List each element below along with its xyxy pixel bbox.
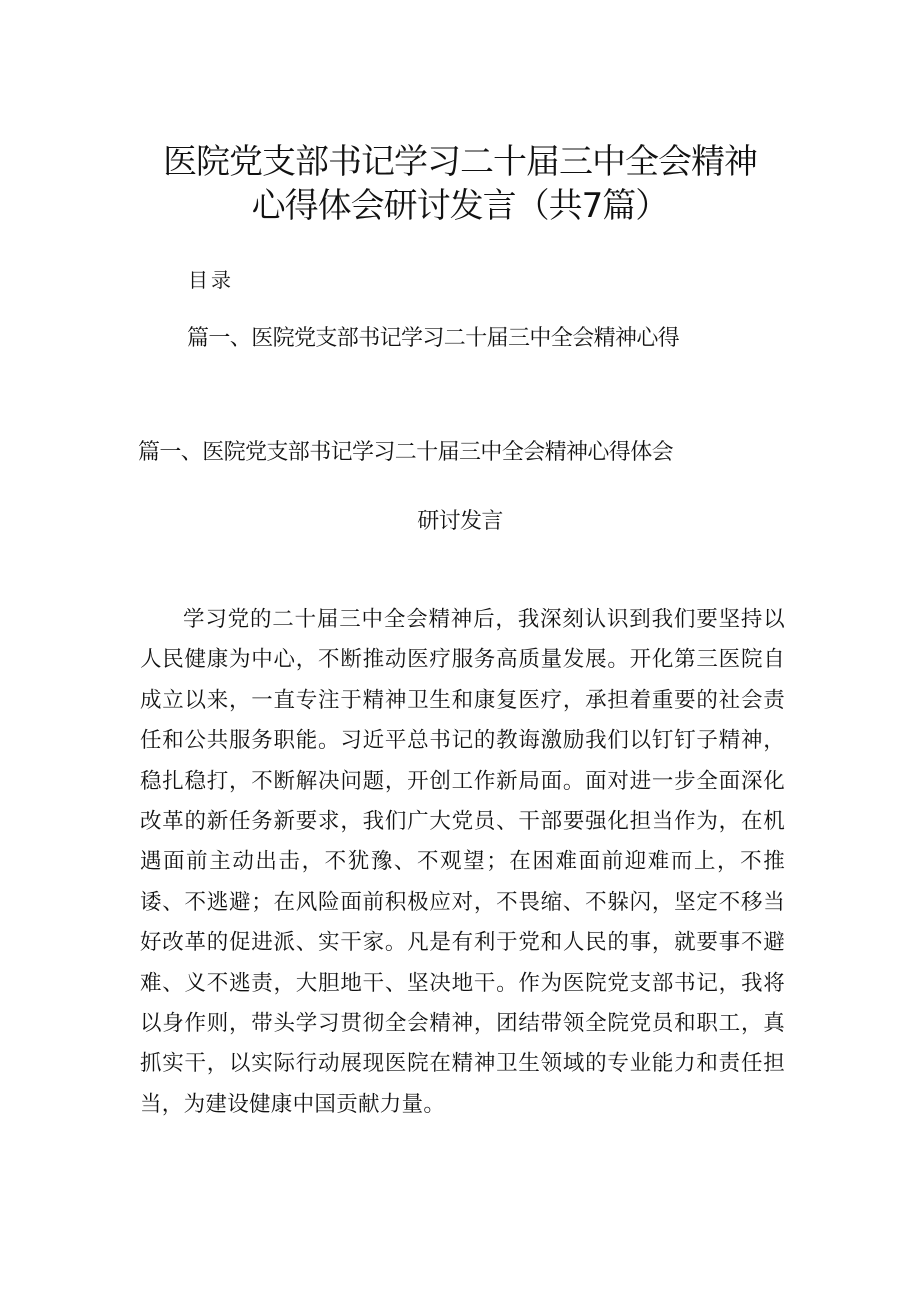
toc-label: 目录 bbox=[188, 268, 234, 292]
section-heading-line-1: 篇一、医院党支部书记学习二十届三中全会精神心得体会 bbox=[138, 440, 674, 465]
document-title-line-2: 心得体会研讨发言（共7篇） bbox=[251, 186, 669, 226]
document-title-line-1: 医院党支部书记学习二十届三中全会精神 bbox=[163, 142, 757, 182]
toc-item[interactable]: 篇一、医院党支部书记学习二十届三中全会精神心得 bbox=[187, 326, 680, 351]
body-paragraph: 学习党的二十届三中全会精神后，我深刻认识到我们要坚持以人民健康为中心，不断推动医疗服务高质量发展。开化第三医院自成立以来，一直专注于精神卫生和康复医疗，承担着重要的社会责任和公共服务职能。习近平总书记的教诲激励我们以钉钉子精神，稳扎稳打，不断解决问题，开创工作新局面。面对进一步全面深化改革的新任务新要求，我们广大党员、干部要强化担当作为，在机遇面前主动出击，不犹豫、不观望；在困难面前迎难而上，不推诿、不逃避；在风险面前积极应对，不畏缩、不躲闪，坚定不移当好改革的促进派、实干家。凡是有利于党和人民的事，就要事不避难、义不逃责，大胆地干、坚决地干。作为医院党支部书记，我将以身作则，带头学习贯彻全会精神，团结带领全院党员和职工，真抓实干，以实际行动展现医院在精神卫生领域的专业能力和责任担当，为建设健康中国贡献力量。 bbox=[140, 607, 785, 1117]
section-heading-line-2: 研讨发言 bbox=[417, 509, 503, 534]
